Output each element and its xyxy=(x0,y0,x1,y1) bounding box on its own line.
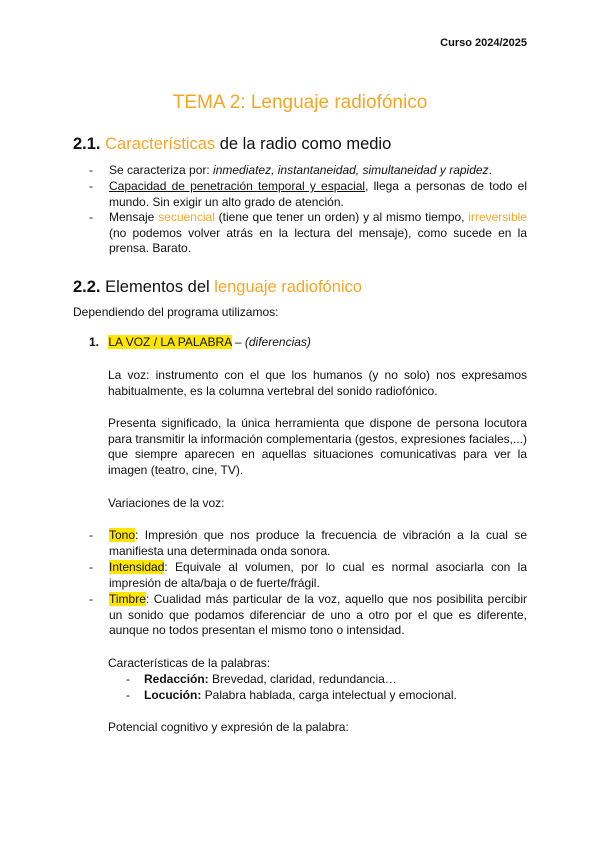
term-bold: Locución: xyxy=(144,688,202,702)
caracteristicas-label: Características de la palabras: xyxy=(108,656,271,670)
section-heading-2-2 xyxy=(73,278,362,297)
list-item xyxy=(89,528,527,559)
potencial-label: Potencial cognitivo y expresión de la palabra: xyxy=(108,720,349,734)
presenta-paragraph: Presenta significado, la única herramienta que dispone de persona locutora para transmitir la información complementaria (gestos, expresiones faciales,...) que siempre aparecen en aquellas situaciones comunicativas para ver la imagen (teatro, cine, TV). xyxy=(108,416,527,477)
item-text-end: (no podemos volver atrás en la lectura del mensaje), como sucede en la prensa. Barato. xyxy=(109,225,527,255)
heading-text: de la radio como medio xyxy=(219,135,392,153)
bullet-dash: - xyxy=(126,672,130,686)
item-colored: irreversible xyxy=(468,210,527,224)
list-item xyxy=(89,560,527,591)
bullet-dash: - xyxy=(89,592,93,606)
term-definition: : Cualidad más particular de la voz, aquello que nos posibilita percibir un sonido que podamos diferenciar de uno a otro por el que es diferente, aunque no todos presentan el mismo tono o intensidad. xyxy=(109,592,527,637)
item-number: 1. xyxy=(89,335,100,349)
bullet-dash: - xyxy=(89,528,93,542)
list-item xyxy=(126,688,526,704)
bullet-dash: - xyxy=(89,163,93,177)
term-highlighted: Intensidad xyxy=(109,560,165,574)
term-definition: : Equivale al volumen, por lo cual es normal asociarla con la impresión de alta/baja o de fuerte/frágil. xyxy=(109,560,527,590)
item-underlined: Capacidad de penetración temporal y espacial xyxy=(109,179,366,193)
item-text-end: . xyxy=(488,163,492,177)
item-text: , llega a personas de todo el mundo. Sin exigir un alto grado de atención. xyxy=(109,179,527,209)
section-heading-2-1 xyxy=(73,135,391,154)
course-label: Curso 2024/2025 xyxy=(440,37,527,49)
term-definition: : Impresión que nos produce la frecuencia de vibración a la cual se manifiesta una determinada onda sonora. xyxy=(109,528,527,558)
bullet-dash: - xyxy=(89,179,93,193)
intro-text: Dependiendo del programa utilizamos: xyxy=(73,305,279,319)
list-item xyxy=(89,179,527,210)
item-emphasis: inmediatez, instantaneidad, simultaneidad y rapidez xyxy=(213,163,489,177)
list-item xyxy=(126,672,526,688)
item-text: Se caracteriza por: xyxy=(109,163,214,177)
bullet-dash: - xyxy=(126,688,130,702)
term-highlighted: Tono xyxy=(109,528,136,542)
term-bold: Redacción: xyxy=(144,672,209,686)
list-item xyxy=(89,163,527,179)
item-dash: – xyxy=(231,335,245,349)
term-definition: Brevedad, claridad, redundancia… xyxy=(208,672,397,686)
list-item xyxy=(89,592,527,639)
item-text: Mensaje xyxy=(109,210,159,224)
item-note: (diferencias) xyxy=(244,335,311,349)
voz-definition: La voz: instrumento con el que los humanos (y no solo) nos expresamos habitualmente, es la columna vertebral del sonido radiofónico. xyxy=(108,368,527,398)
section-number: 2.2. xyxy=(73,278,101,296)
bullet-dash: - xyxy=(89,560,93,574)
numbered-item-1 xyxy=(89,335,311,351)
term-highlighted: Timbre xyxy=(109,592,146,606)
heading-text: Elementos del xyxy=(105,278,215,296)
heading-highlight: lenguaje radiofónico xyxy=(214,278,362,296)
item-text: (tiene que tener un orden) y al mismo tiempo, xyxy=(214,210,469,224)
term-definition: Palabra hablada, carga intelectual y emocional. xyxy=(201,688,457,702)
page-title: TEMA 2: Lenguaje radiofónico xyxy=(172,92,428,113)
bullet-dash: - xyxy=(89,210,93,224)
item-colored: secuencial xyxy=(158,210,215,224)
item-label-highlighted: LA VOZ / LA PALABRA xyxy=(108,335,232,349)
section-number: 2.1. xyxy=(73,135,101,153)
variaciones-label: Variaciones de la voz: xyxy=(108,496,225,510)
heading-highlight: Características xyxy=(105,135,216,153)
list-item xyxy=(89,210,527,257)
